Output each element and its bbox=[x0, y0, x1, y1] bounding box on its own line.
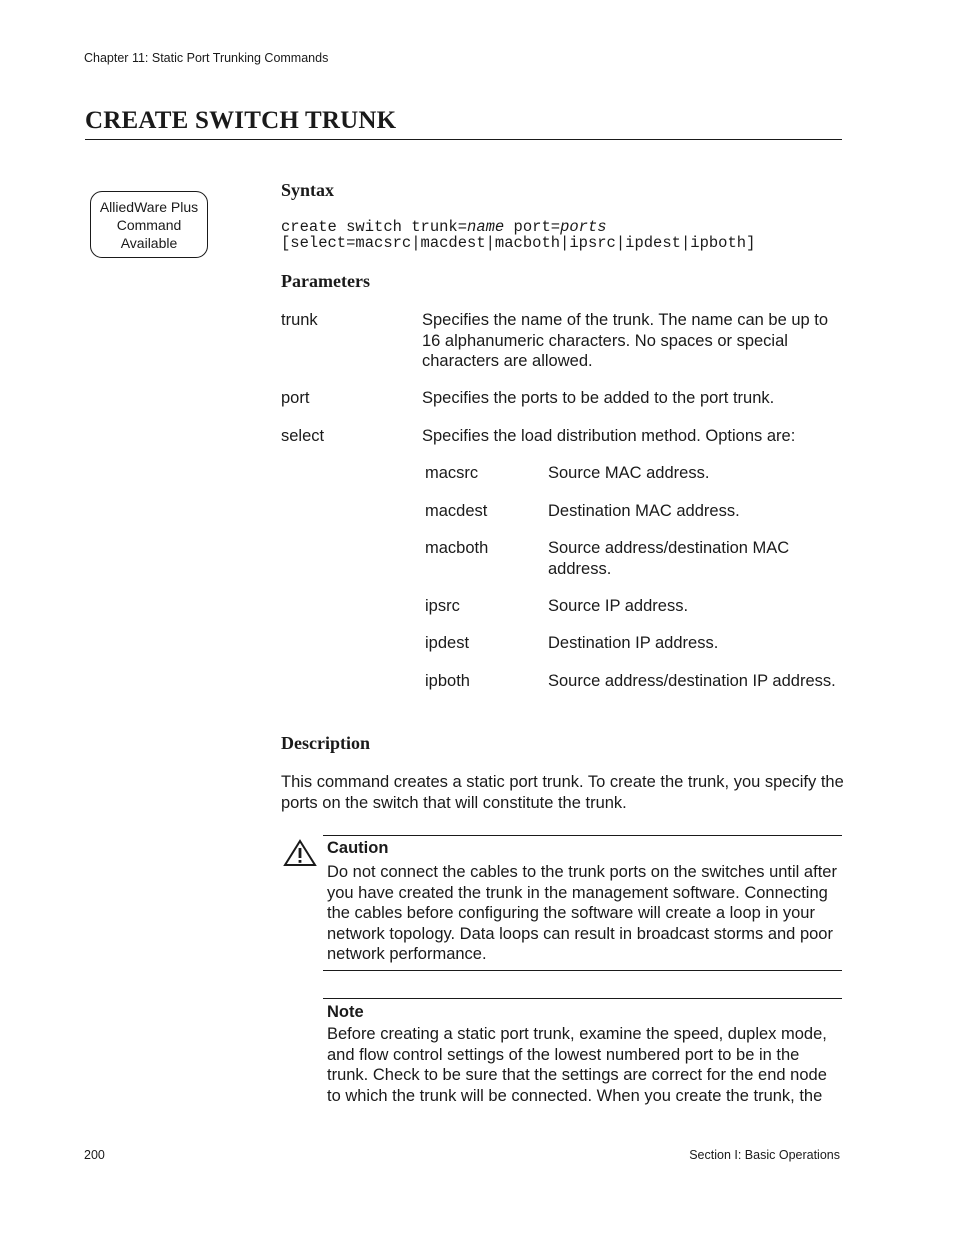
param-name-port: port bbox=[281, 389, 310, 407]
syntax-line-2: [select=macsrc|macdest|macboth|ipsrc|ipdest|ipboth] bbox=[281, 234, 756, 252]
option-desc-ipdest: Destination IP address. bbox=[548, 634, 719, 652]
syntax-name-placeholder: name bbox=[467, 218, 505, 236]
option-name-ipdest: ipdest bbox=[425, 634, 470, 652]
param-name-select: select bbox=[281, 427, 325, 445]
description-text: This command creates a static port trunk. To create the trunk, you specify the ports on the switch that will constitute the trunk. bbox=[281, 773, 844, 812]
parameters-heading: Parameters bbox=[281, 271, 370, 291]
option-name-macdest: macdest bbox=[425, 502, 488, 520]
option-desc-macsrc: Source MAC address. bbox=[548, 464, 710, 482]
badge-line-1: AlliedWare Plus bbox=[99, 198, 199, 215]
alliedware-plus-badge bbox=[90, 191, 208, 258]
note-top-rule bbox=[323, 998, 842, 999]
syntax-ports-placeholder: ports bbox=[560, 218, 607, 236]
syntax-heading: Syntax bbox=[281, 180, 335, 200]
note-title: Note bbox=[327, 1003, 364, 1021]
badge-line-2: Command bbox=[116, 216, 182, 233]
option-desc-macboth: Source address/destination MAC address. bbox=[548, 539, 790, 578]
badge-line-3: Available bbox=[120, 234, 178, 251]
section-footer: Section I: Basic Operations bbox=[689, 1148, 840, 1162]
caution-bottom-rule bbox=[323, 970, 842, 971]
page-number: 200 bbox=[84, 1148, 105, 1162]
option-desc-macdest: Destination MAC address. bbox=[548, 502, 740, 520]
syntax-line-1: create switch trunk=name port=ports bbox=[281, 218, 607, 236]
option-name-macsrc: macsrc bbox=[425, 464, 479, 482]
page-title: CREATE SWITCH TRUNK bbox=[85, 107, 842, 140]
caution-title: Caution bbox=[327, 839, 389, 857]
param-desc-select: Specifies the load distribution method. Options are: bbox=[422, 427, 796, 445]
running-header: Chapter 11: Static Port Trunking Commands bbox=[84, 51, 329, 65]
option-name-macboth: macboth bbox=[425, 539, 489, 557]
option-name-ipsrc: ipsrc bbox=[425, 597, 460, 615]
note-text: Before creating a static port trunk, examine the speed, duplex mode, and flow control settings of the lowest numbered port to be in the trunk. Check to be sure that the settings are correct for the end node to which the trunk will be connected. When you create the trunk, the bbox=[327, 1025, 827, 1105]
param-desc-port: Specifies the ports to be added to the port trunk. bbox=[422, 389, 775, 407]
param-name-trunk: trunk bbox=[281, 311, 318, 329]
param-desc-trunk: Specifies the name of the trunk. The name can be up to 16 alphanumeric characters. No spaces or special characters are allowed. bbox=[422, 311, 829, 370]
warning-icon bbox=[283, 839, 317, 867]
option-desc-ipsrc: Source IP address. bbox=[548, 597, 689, 615]
caution-text: Do not connect the cables to the trunk ports on the switches until after you have created the trunk in the management software. Connecting the cables before configuring the software will create a loop in your network topology. Data loops can result in broadcast storms and poor network performance. bbox=[327, 863, 837, 963]
option-desc-ipboth: Source address/destination IP address. bbox=[548, 672, 836, 690]
option-name-ipboth: ipboth bbox=[425, 672, 470, 690]
description-heading: Description bbox=[281, 733, 370, 753]
caution-top-rule bbox=[323, 835, 842, 836]
